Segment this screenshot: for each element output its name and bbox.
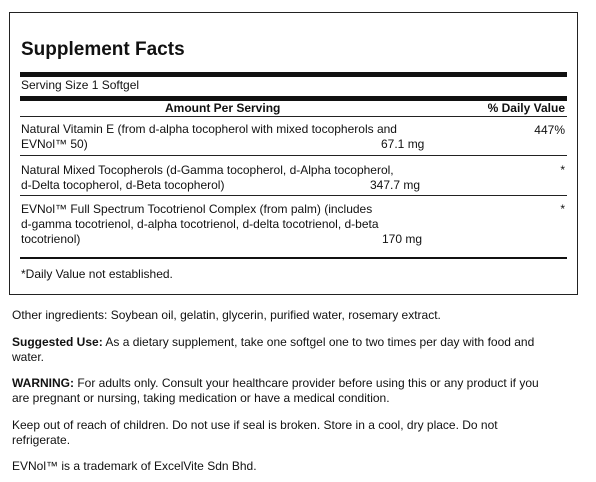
nutrient-name-line: tocotrienol): [21, 232, 81, 246]
trademark-notice: [12, 459, 582, 474]
nutrient-daily-value: 447%: [534, 123, 565, 137]
daily-value-footnote: *Daily Value not established.: [21, 267, 173, 281]
suggested-use-label: Suggested Use:: [12, 335, 103, 349]
header-divider: [20, 116, 567, 117]
row-divider: [20, 195, 567, 196]
serving-size: Serving Size 1 Softgel: [21, 78, 140, 92]
suggested-use: [12, 335, 582, 365]
warning-label: WARNING:: [12, 376, 74, 390]
daily-value-header: % Daily Value: [487, 101, 565, 115]
nutrient-row-tocotrienol-complex: [21, 202, 379, 247]
storage-instructions: [12, 418, 582, 448]
supplement-facts-panel: [9, 12, 578, 295]
nutrient-name-line: EVNol™ Full Spectrum Tocotrienol Complex (from palm) (includes: [21, 202, 373, 216]
nutrient-daily-value: *: [560, 202, 565, 216]
serving-divider: [20, 96, 567, 101]
nutrient-row-vitamin-e: [21, 122, 397, 152]
row-divider: [20, 155, 567, 156]
nutrient-row-mixed-tocopherols: [21, 163, 394, 193]
storage-text: refrigerate.: [12, 433, 71, 447]
nutrient-name-line: Natural Mixed Tocopherols (d-Gamma tocopherol, d-Alpha tocopherol,: [21, 163, 394, 177]
warning-text: For adults only. Consult your healthcare provider before using this or any product if you: [74, 376, 539, 390]
warning: [12, 376, 582, 406]
nutrient-amount: 67.1 mg: [381, 137, 425, 151]
trademark-text: EVNol™ is a trademark of ExcelVite Sdn Bhd.: [12, 459, 257, 473]
nutrient-amount: 170 mg: [382, 232, 423, 246]
suggested-use-text: water.: [12, 350, 45, 364]
nutrient-amount: 347.7 mg: [370, 178, 421, 192]
other-ingredients-text: Other ingredients: Soybean oil, gelatin, glycerin, purified water, rosemary extract.: [12, 308, 441, 322]
nutrient-daily-value: *: [560, 163, 565, 177]
panel-title: Supplement Facts: [21, 39, 185, 60]
nutrient-name-line: Natural Vitamin E (from d-alpha tocopherol with mixed tocopherols and: [21, 122, 397, 136]
suggested-use-text: As a dietary supplement, take one softgel one to two times per day with food and: [102, 335, 535, 349]
nutrient-name-line: d-gamma tocotrienol, d-alpha tocotrienol, d-delta tocotrienol, d-beta: [21, 217, 379, 231]
nutrient-name-line: EVNol™ 50): [21, 137, 88, 151]
other-ingredients: [12, 308, 582, 323]
amount-per-serving-header: Amount Per Serving: [165, 101, 281, 115]
title-divider: [20, 72, 567, 77]
warning-text: are pregnant or nursing, taking medication or have a medical condition.: [12, 391, 390, 405]
nutrient-name-line: d-Delta tocopherol, d-Beta tocopherol): [21, 178, 225, 192]
storage-text: Keep out of reach of children. Do not use if seal is broken. Store in a cool, dry place. Do not: [12, 418, 498, 432]
table-bottom-divider: [20, 257, 567, 259]
